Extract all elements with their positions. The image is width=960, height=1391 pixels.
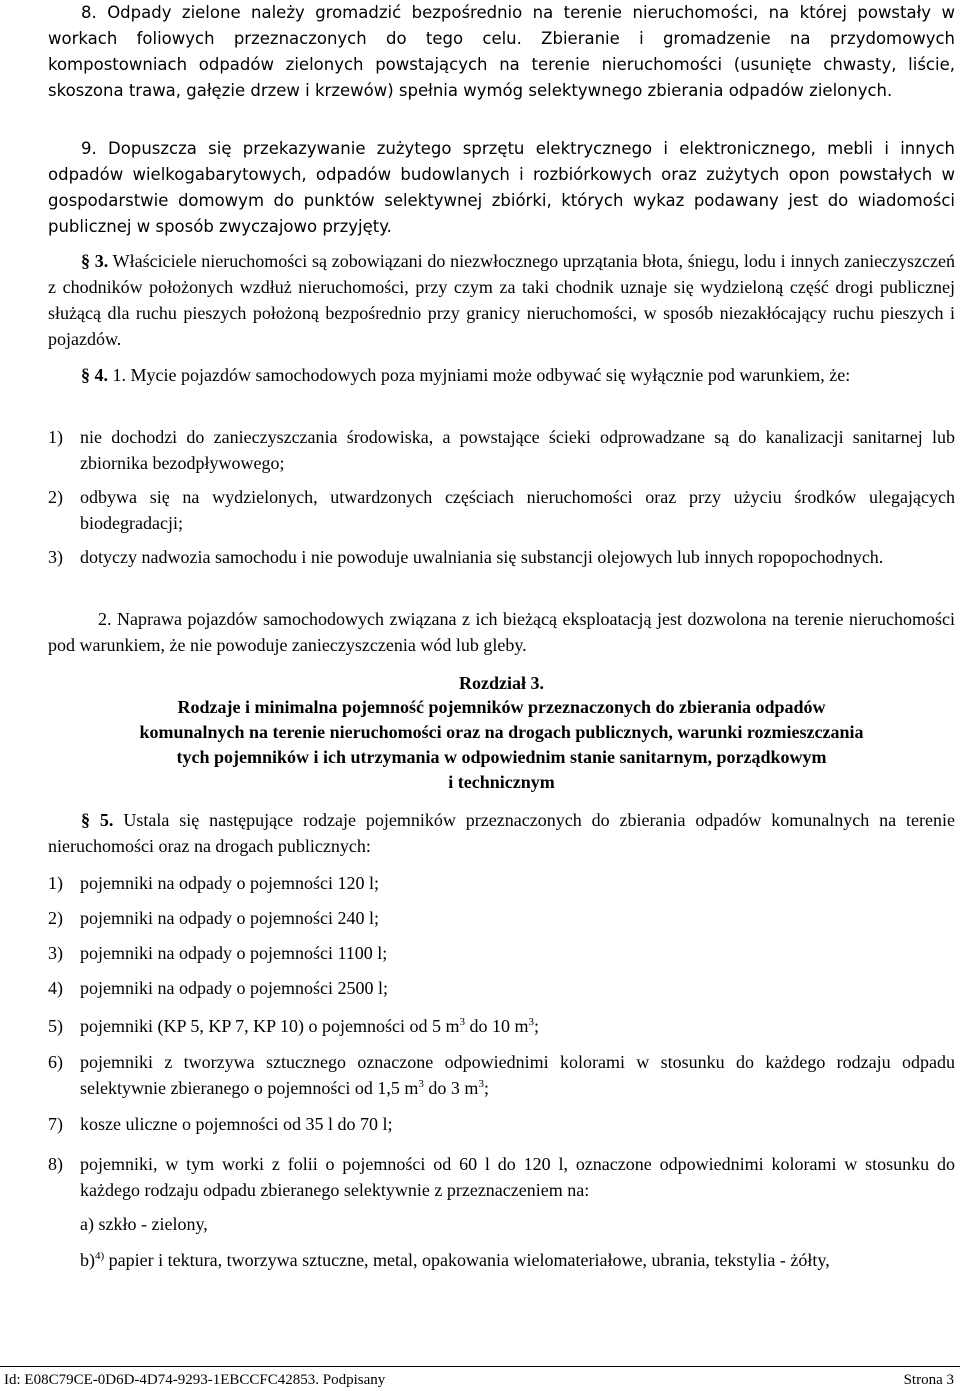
list-item: 1) nie dochodzi do zanieczyszczania środowiska, a powstające ścieki odprowadzane są do kanalizacji sanitarnej lub zbiornika bezodpływowego; [48, 427, 955, 473]
section-4 [48, 362, 955, 388]
paragraph-9 [48, 136, 955, 240]
chapter-title-line: tych pojemników i ich utrzymania w odpowiednim stanie sanitarnym, porządkowym [176, 747, 827, 767]
list-item: 7) kosze uliczne o pojemności od 35 l do 70 l; [48, 1114, 393, 1134]
list-item: 2) pojemniki na odpady o pojemności 240 l; [48, 908, 379, 928]
section-3 [48, 248, 955, 352]
section-mark: § 5. [81, 810, 114, 830]
page-number: Strona 3 [903, 1372, 954, 1388]
sub-list-item-b: b)$^{4)}$ papier i tektura, tworzywa sztuczne, metal, opakowania wielomateriałowe, ubrania, tekstylia - żółty, [80, 1250, 830, 1270]
list-item: 8) pojemniki, w tym worki z folii o pojemności od 60 l do 120 l, oznaczone odpowiednimi kolorami w stosunku do każdego rodzaju odpadu zbieranego selektywnie z przeznaczeniem na: [48, 1154, 955, 1200]
section-text: 1. Mycie pojazdów samochodowych poza myjniami może odbywać się wyłącznie pod warunkiem, że: [112, 365, 851, 385]
list-item: 3) pojemniki na odpady o pojemności 1100 l; [48, 943, 388, 963]
document-id: Id: E08C79CE-0D6D-4D74-9293-1EBCCFC42853. Podpisany [4, 1372, 386, 1388]
sub-list-item-a: a) szkło - zielony, [80, 1214, 208, 1234]
list-item: 5) pojemniki (KP 5, KP 7, KP 10) o pojemności od 5 $m^3$ do 10 $m^3$; [48, 1016, 540, 1036]
list-item: 1) pojemniki na odpady o pojemności 120 l; [48, 873, 379, 893]
page-footer [4, 1371, 954, 1389]
section-text: Właściciele nieruchomości są zobowiązani do niezwłocznego uprzątania błota, śniegu, lodu i innych zanieczyszczeń z chodników położonych wzdłuż nieruchomości, przy czym za taki chodnik uznaje się wydzieloną część drogi publicznej służącą dla ruchu pieszych położoną bezpośrednio przy granicy nieruchomości, w sposób niezakłócający ruchu pieszych i pojazdów. [48, 251, 956, 349]
list-item: 2) odbywa się na wydzielonych, utwardzonych częściach nieruchomości oraz przy użyciu środków ulegających biodegradacji; [48, 487, 955, 533]
chapter-title-line: Rodzaje i minimalna pojemność pojemników przeznaczonych do zbierania odpadów [177, 697, 826, 717]
section-text: Ustala się następujące rodzaje pojemników przeznaczonych do zbierania odpadów komunalnych na terenie nieruchomości oraz na drogach publicznych: [48, 810, 956, 856]
chapter-title-line: i technicznym [448, 772, 555, 792]
section-mark: § 3. [81, 251, 109, 271]
list-item: 3) dotyczy nadwozia samochodu i nie powoduje uwalniania się substancji olejowych lub innych ropopochodnych. [48, 547, 884, 567]
section-4-paragraph-2: 2. Naprawa pojazdów samochodowych związana z ich bieżącą eksploatacją jest dozwolona na terenie nieruchomości pod warunkiem, że nie powoduje zanieczyszczenia wód lub gleby. [48, 609, 955, 655]
paragraph-text: Dopuszcza się przekazywanie zużytego sprzętu elektrycznego i elektronicznego, mebli i innych odpadów wielkogabarytowych, odpadów budowlanych i rozbiórkowych oraz zużytych opon powstałych w gospodarstwie domowym do punktów selektywnej zbiórki, których wykaz podawany jest do wiadomości publicznej w sposób zwyczajowo przyjęty. [48, 139, 955, 236]
paragraph-8 [48, 0, 955, 104]
section-5 [48, 807, 955, 859]
chapter-title-line: komunalnych na terenie nieruchomości oraz na drogach publicznych, warunki rozmieszczania [139, 722, 864, 742]
list-item: 6) pojemniki z tworzywa sztucznego oznaczone odpowiednimi kolorami w stosunku do każdego rodzaju odpadu selektywnie zbieranego o pojemności od 1,5 $m^3$ do 3 $m^3$; [48, 1052, 955, 1098]
paragraph-text: Odpady zielone należy gromadzić bezpośrednio na terenie nieruchomości, na której powstały w workach foliowych przeznaczonych do tego celu. Zbieranie i gromadzenie na przydomowych kompostowniach odpadów zielonych powstających na terenie nieruchomości (usunięte chwasty, liście, skoszona trawa, gałęzie drzew i krzewów) spełnia wymóg selektywnego zbierania odpadów zielonych. [48, 3, 955, 100]
list-item: 4) pojemniki na odpady o pojemności 2500 l; [48, 978, 388, 998]
chapter-label: Rozdział 3. [459, 673, 544, 693]
section-mark: § 4. [81, 365, 108, 385]
paragraph-number: 9. [81, 139, 97, 158]
paragraph-number: 8. [81, 3, 97, 22]
footer-divider [0, 1366, 960, 1367]
